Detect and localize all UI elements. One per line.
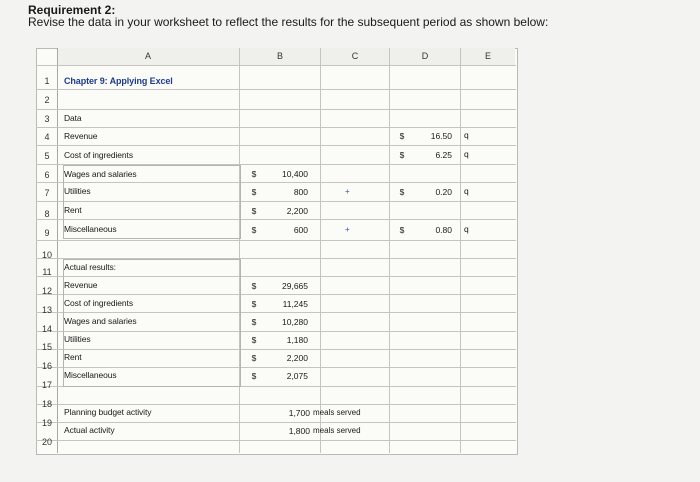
cell-a12[interactable]: Revenue [64,280,98,290]
row-header[interactable]: 13 [41,305,52,315]
cell-a6[interactable]: Wages and salaries [64,169,137,179]
grid-line [36,109,516,110]
cell-e4[interactable]: q [464,130,469,140]
column-header-b[interactable]: B [240,48,320,65]
grid-line [36,89,516,90]
cell-d9[interactable]: 0.80 [435,225,452,235]
cell-b18[interactable]: 1,700 [288,408,310,418]
cell-b8[interactable]: 2,200 [286,206,308,216]
row-header[interactable]: 7 [44,188,50,198]
currency-sign: $ [399,131,405,141]
row-header[interactable]: 11 [42,267,52,277]
column-header-a[interactable]: A [57,48,239,65]
row-header[interactable]: 16 [41,361,52,371]
column-header-c[interactable]: C [321,48,389,65]
row-header[interactable]: 1 [44,76,50,86]
row-header[interactable]: 8 [44,209,50,219]
currency-sign: $ [399,150,405,160]
plus-marker: + [345,187,350,196]
cell-d5[interactable]: 6.25 [435,150,452,160]
cell-e7[interactable]: q [464,186,469,196]
sheet-title-cell[interactable]: Chapter 9: Applying Excel [64,76,173,86]
cell-b9[interactable]: 600 [293,225,308,235]
requirement-title: Requirement 2: [28,3,116,17]
row-header[interactable]: 15 [41,342,52,352]
currency-sign: $ [251,299,257,309]
cell-b19[interactable]: 1,800 [288,426,310,436]
cell-a11[interactable]: Actual results: [64,262,116,272]
currency-sign: $ [251,317,257,327]
column-header-e[interactable]: E [461,48,515,65]
cell-a13[interactable]: Cost of ingredients [64,298,133,308]
cell-b14[interactable]: 10,280 [282,317,308,327]
row-header[interactable]: 19 [41,418,52,428]
cell-a19[interactable]: Actual activity [64,425,115,435]
cell-c19[interactable]: meals served [313,426,361,435]
cell-b7[interactable]: 800 [293,187,308,197]
row-header[interactable]: 14 [41,324,52,334]
currency-sign: $ [251,281,257,291]
cell-b12[interactable]: 29,665 [282,281,308,291]
row-header[interactable]: 18 [41,399,52,409]
currency-sign: $ [251,225,257,235]
cell-d4[interactable]: 16.50 [430,131,452,141]
column-header-d[interactable]: D [390,48,460,65]
row-header[interactable]: 3 [44,114,50,124]
currency-sign: $ [251,335,257,345]
cell-d7[interactable]: 0.20 [435,187,452,197]
row-header[interactable]: 10 [41,250,52,260]
cell-a3[interactable]: Data [64,113,82,123]
grid-line [36,240,516,241]
currency-sign: $ [251,206,257,216]
grid-line [36,65,516,66]
row-header[interactable]: 12 [41,286,52,296]
cell-a15[interactable]: Utilities [64,334,91,344]
currency-sign: $ [251,187,257,197]
currency-sign: $ [251,169,257,179]
data-input-box [63,165,241,239]
cell-a14[interactable]: Wages and salaries [64,316,137,326]
cell-a5[interactable]: Cost of ingredients [64,150,133,160]
cell-a9[interactable]: Miscellaneous [64,224,117,234]
row-header[interactable]: 20 [41,437,52,447]
cell-b13[interactable]: 11,245 [282,299,308,309]
cell-a17[interactable]: Miscellaneous [64,370,117,380]
actual-results-box [63,259,241,387]
row-header[interactable]: 2 [44,95,50,105]
cell-a4[interactable]: Revenue [64,131,98,141]
grid-line [36,422,516,423]
row-header[interactable]: 5 [44,151,50,161]
cell-c18[interactable]: meals served [313,408,361,417]
cell-b6[interactable]: 10,400 [282,169,308,179]
currency-sign: $ [399,225,405,235]
currency-sign: $ [251,353,257,363]
cell-a7[interactable]: Utilities [64,186,91,196]
plus-marker: + [345,225,350,234]
grid-line [36,127,516,128]
grid-line [36,404,516,405]
row-header[interactable]: 9 [44,228,50,238]
cell-b15[interactable]: 1,180 [286,335,308,345]
cell-e5[interactable]: q [464,149,469,159]
currency-sign: $ [399,187,405,197]
row-header[interactable]: 4 [44,132,50,142]
cell-a8[interactable]: Rent [64,205,82,215]
cell-b16[interactable]: 2,200 [286,353,308,363]
grid-line [36,145,516,146]
cell-a18[interactable]: Planning budget activity [64,407,152,417]
row-header[interactable]: 6 [44,170,50,180]
requirement-instructions: Revise the data in your worksheet to reflect the results for the subsequent period as shown below: [28,15,549,29]
grid-line [36,440,516,441]
currency-sign: $ [251,371,257,381]
cell-e9[interactable]: q [464,224,469,234]
cell-b17[interactable]: 2,075 [286,371,308,381]
cell-a16[interactable]: Rent [64,352,82,362]
row-header[interactable]: 17 [41,380,52,390]
